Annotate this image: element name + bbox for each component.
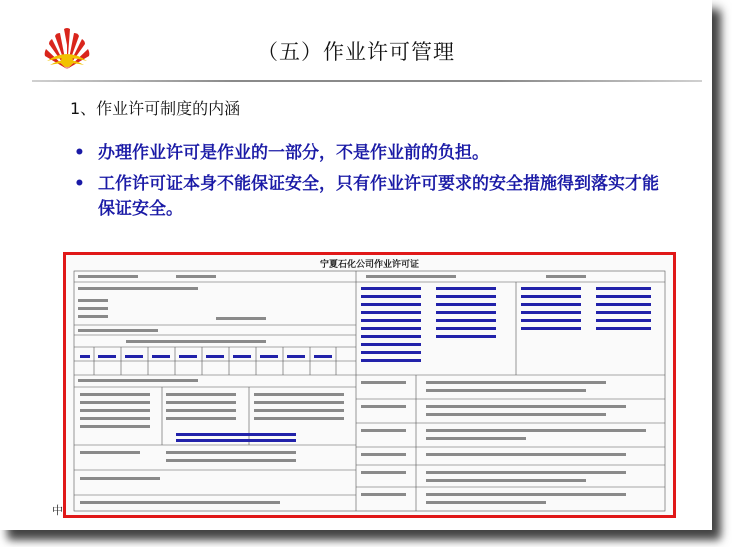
bullet-list xyxy=(68,141,668,228)
bullet-dot-icon: • xyxy=(74,174,85,194)
title-divider xyxy=(32,80,702,82)
bullet-dot-icon: • xyxy=(74,143,85,163)
bullet-text-1: 办理作业许可是作业的一部分，不是作业前的负担。 xyxy=(98,143,489,163)
permit-form-title: 宁夏石化公司作业许可证 xyxy=(319,260,419,270)
section-heading: 1、作业许可制度的内涵 xyxy=(70,99,241,118)
footer-mark: 中 xyxy=(52,504,63,517)
permit-form-image xyxy=(63,252,676,518)
bullet-item-2 xyxy=(68,172,668,222)
page-title: （五）作业许可管理 xyxy=(257,40,455,64)
permit-form-grid xyxy=(66,255,673,515)
bullet-item-1 xyxy=(68,141,668,166)
bullet-text-2: 工作许可证本身不能保证安全，只有作业许可要求的安全措施得到落实才能保证安全。 xyxy=(98,174,659,219)
